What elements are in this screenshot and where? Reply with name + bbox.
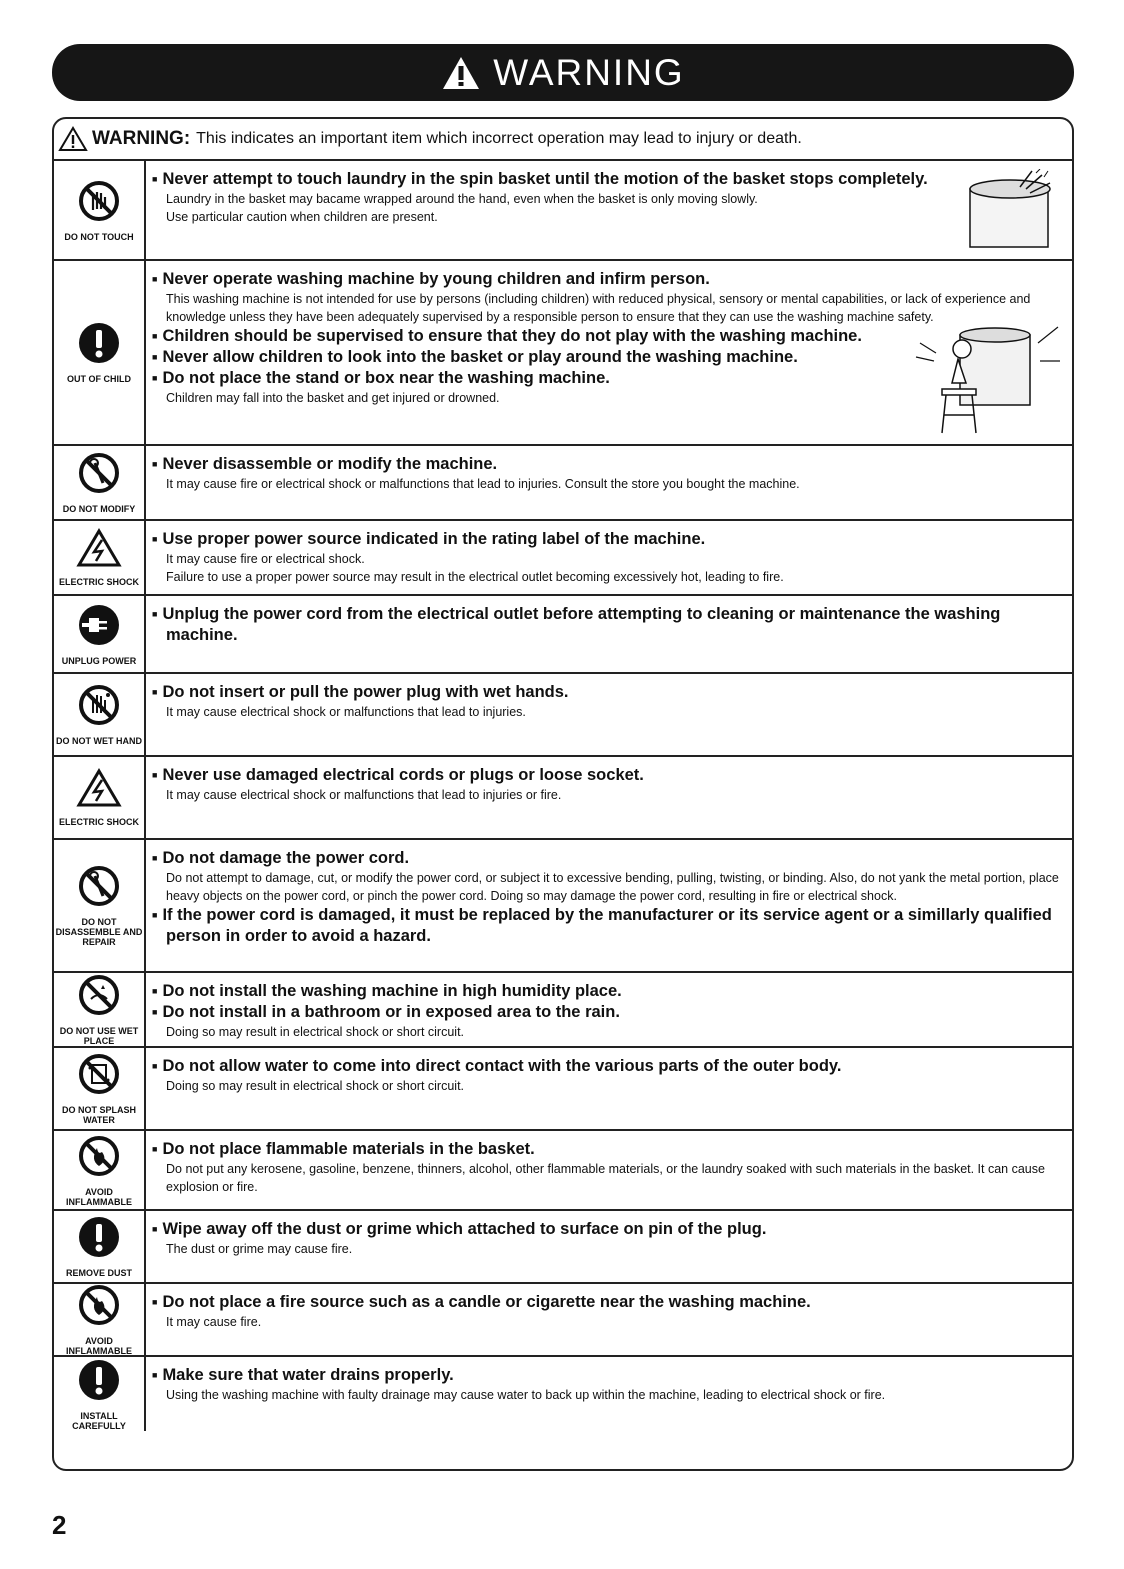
warning-body: Doing so may result in electrical shock or short circuit. bbox=[166, 1079, 465, 1093]
icon-label: DO NOT DISASSEMBLE AND REPAIR bbox=[55, 917, 143, 947]
warning-content bbox=[146, 674, 1072, 755]
warning-heading: ■ If the power cord is damaged, it must be replaced by the manufacturer or its service agent or a simillarly qualified person in order to avoid a hazard. bbox=[152, 905, 1062, 947]
no-splash-icon bbox=[77, 1052, 121, 1101]
warning-row bbox=[54, 596, 1072, 674]
icon-cell bbox=[54, 1048, 146, 1129]
warning-row bbox=[54, 446, 1072, 521]
warning-row bbox=[54, 1131, 1072, 1211]
warning-body: Do not put any kerosene, gasoline, benzene, thinners, alcohol, other flammable materials, or the laundry soaked with such materials in the basket. It can cause explosion or fire. bbox=[166, 1162, 1045, 1194]
warning-row bbox=[54, 1284, 1072, 1357]
no-wet-hand-icon bbox=[77, 683, 121, 732]
unplug-icon bbox=[77, 603, 121, 652]
warning-content bbox=[146, 1284, 1072, 1355]
warning-row bbox=[54, 1048, 1072, 1131]
icon-cell bbox=[54, 521, 146, 594]
warning-body: This washing machine is not intended for use by persons (including children) with reduced physical, sensory or mental capabilities, or lack of experience and knowledge unless they have been adequately supervised by a responsible person to ensure that they can use the washing machine safety. bbox=[166, 292, 1031, 324]
warning-body: It may cause electrical shock or malfunctions that lead to injuries. bbox=[166, 705, 526, 719]
warning-row bbox=[54, 840, 1072, 973]
icon-cell bbox=[54, 446, 146, 519]
icon-cell bbox=[54, 161, 146, 259]
warning-heading: ■ Do not allow water to come into direct contact with the various parts of the outer body. bbox=[152, 1056, 1062, 1077]
warning-body: It may cause electrical shock or malfunctions that lead to injuries or fire. bbox=[166, 788, 562, 802]
warning-triangle-icon bbox=[441, 55, 481, 91]
warning-body: Children may fall into the basket and get injured or drowned. bbox=[166, 391, 500, 405]
warning-body: Doing so may result in electrical shock or short circuit. bbox=[166, 1025, 465, 1039]
warning-content bbox=[146, 840, 1072, 971]
icon-label: AVOID INFLAMMABLE bbox=[66, 1336, 132, 1356]
warning-heading: ■ Use proper power source indicated in the rating label of the machine. bbox=[152, 529, 1062, 550]
warning-heading: ■ Do not place flammable materials in the basket. bbox=[152, 1139, 1062, 1160]
warning-heading: ■ Never disassemble or modify the machine. bbox=[152, 454, 1062, 475]
warning-row bbox=[54, 521, 1072, 596]
warning-row bbox=[54, 973, 1072, 1048]
icon-cell bbox=[54, 1131, 146, 1209]
electric-shock-icon bbox=[76, 768, 122, 813]
icon-label: UNPLUG POWER bbox=[61, 655, 137, 666]
icon-cell bbox=[54, 674, 146, 755]
warning-body: The dust or grime may cause fire. bbox=[166, 1242, 353, 1256]
icon-cell bbox=[54, 261, 146, 444]
no-flame-icon bbox=[77, 1283, 121, 1332]
warning-body: It may cause fire or electrical shock. bbox=[166, 552, 365, 566]
exclamation-icon bbox=[77, 321, 121, 370]
icon-cell bbox=[54, 973, 146, 1046]
no-touch-icon bbox=[77, 179, 121, 228]
warning-content bbox=[146, 521, 1072, 594]
warning-content bbox=[146, 596, 1072, 672]
warning-body: It may cause fire or electrical shock or malfunctions that lead to injuries. Consult the store you bought the machine. bbox=[166, 477, 800, 491]
warning-content bbox=[146, 1131, 1072, 1209]
definition-text: This indicates an important item which incorrect operation may lead to injury or death. bbox=[196, 130, 802, 147]
warning-heading: ■ Do not install the washing machine in high humidity place. bbox=[152, 981, 1062, 1002]
icon-label: ELECTRIC SHOCK bbox=[58, 577, 139, 587]
warning-content bbox=[146, 1048, 1072, 1129]
warning-row bbox=[54, 1357, 1072, 1431]
warning-body: Using the washing machine with faulty drainage may cause water to back up within the machine, leading to electrical shock or fire. bbox=[166, 1388, 886, 1402]
child-on-stool-illustration bbox=[912, 321, 1062, 441]
warning-table bbox=[52, 117, 1074, 1471]
warning-content bbox=[146, 446, 1072, 519]
icon-label: REMOVE DUST bbox=[65, 1268, 132, 1278]
icon-label: OUT OF CHILD bbox=[67, 374, 131, 384]
icon-cell bbox=[54, 1211, 146, 1282]
icon-label: DO NOT MODIFY bbox=[62, 504, 136, 514]
icon-cell bbox=[54, 1357, 146, 1431]
warning-content bbox=[146, 1357, 1072, 1431]
warning-body: Failure to use a proper power source may result in the electrical outlet becoming excessively hot, leading to fire. bbox=[166, 570, 784, 584]
warning-content bbox=[146, 261, 1072, 444]
warning-body: Use particular caution when children are present. bbox=[166, 210, 438, 224]
warning-outline-icon bbox=[58, 126, 88, 152]
icon-cell bbox=[54, 757, 146, 838]
warning-heading: ■ Children should be supervised to ensure that they do not play with the washing machine. bbox=[152, 326, 1062, 347]
icon-cell bbox=[54, 596, 146, 672]
icon-label: INSTALL CAREFULLY bbox=[72, 1410, 126, 1431]
warning-heading: ■ Make sure that water drains properly. bbox=[152, 1365, 1062, 1386]
no-tool-icon bbox=[77, 864, 121, 913]
warning-heading: ■ Never allow children to look into the basket or play around the washing machine. bbox=[152, 347, 1062, 368]
warning-body: Do not attempt to damage, cut, or modify the power cord, or subject it to excessive bending, pulling, twisting, or binding. Also, do not yank the metal portion, place heavy objects on the power cord, or pinch the power cord. Doing so may damage the power cord, resulting in fire or electrical shock. bbox=[166, 871, 1059, 903]
warning-heading: ■ Do not insert or pull the power plug with wet hands. bbox=[152, 682, 1062, 703]
warning-heading: ■ Unplug the power cord from the electrical outlet before attempting to cleaning or maintenance the washing machine. bbox=[152, 604, 1062, 646]
warning-heading: ■ Do not place a fire source such as a candle or cigarette near the washing machine. bbox=[152, 1292, 1062, 1313]
warning-heading: ■ Never use damaged electrical cords or plugs or loose socket. bbox=[152, 765, 1062, 786]
warning-body: Laundry in the basket may bacame wrapped around the hand, even when the basket is only moving slowly. bbox=[166, 192, 758, 206]
icon-label: ELECTRIC SHOCK bbox=[58, 817, 139, 827]
warning-row bbox=[54, 1211, 1072, 1284]
banner-title bbox=[441, 52, 684, 94]
warning-heading: ■ Wipe away off the dust or grime which attached to surface on pin of the plug. bbox=[152, 1219, 1062, 1240]
warning-heading: ■ Never attempt to touch laundry in the spin basket until the motion of the basket stops completely. bbox=[152, 169, 1062, 190]
warning-row bbox=[54, 674, 1072, 757]
warning-content bbox=[146, 973, 1072, 1046]
warning-heading: ■ Do not place the stand or box near the washing machine. bbox=[152, 368, 1062, 389]
warning-body: It may cause fire. bbox=[166, 1315, 262, 1329]
exclamation-icon bbox=[77, 1215, 121, 1264]
electric-shock-icon bbox=[76, 528, 122, 573]
warning-row bbox=[54, 161, 1072, 261]
no-wet-place-icon bbox=[77, 973, 121, 1022]
icon-cell bbox=[54, 840, 146, 971]
banner-title-text: WARNING bbox=[493, 51, 685, 93]
definition-row bbox=[54, 119, 1072, 161]
icon-label: DO NOT SPLASH WATER bbox=[61, 1105, 136, 1125]
no-flame-icon bbox=[77, 1134, 121, 1183]
warning-content bbox=[146, 161, 1072, 259]
definition-word: WARNING: bbox=[92, 128, 191, 149]
warning-rows bbox=[54, 161, 1072, 1431]
warning-banner bbox=[52, 44, 1074, 101]
no-tool-icon bbox=[77, 451, 121, 500]
icon-label: DO NOT USE WET PLACE bbox=[59, 1026, 139, 1046]
warning-heading: ■ Never operate washing machine by young children and infirm person. bbox=[152, 269, 1062, 290]
warning-heading: ■ Do not damage the power cord. bbox=[152, 848, 1062, 869]
icon-label: AVOID INFLAMMABLE bbox=[66, 1186, 132, 1207]
warning-content bbox=[146, 1211, 1072, 1282]
warning-content bbox=[146, 757, 1072, 838]
exclamation-icon bbox=[77, 1358, 121, 1407]
icon-label: DO NOT TOUCH bbox=[64, 231, 134, 242]
warning-row bbox=[54, 261, 1072, 446]
washing-machine-illustration bbox=[960, 169, 1060, 256]
page-number: 2 bbox=[52, 1510, 67, 1540]
warning-heading: ■ Do not install in a bathroom or in exposed area to the rain. bbox=[152, 1002, 1062, 1023]
icon-cell bbox=[54, 1284, 146, 1355]
icon-label: DO NOT WET HAND bbox=[56, 736, 142, 746]
warning-row bbox=[54, 757, 1072, 840]
